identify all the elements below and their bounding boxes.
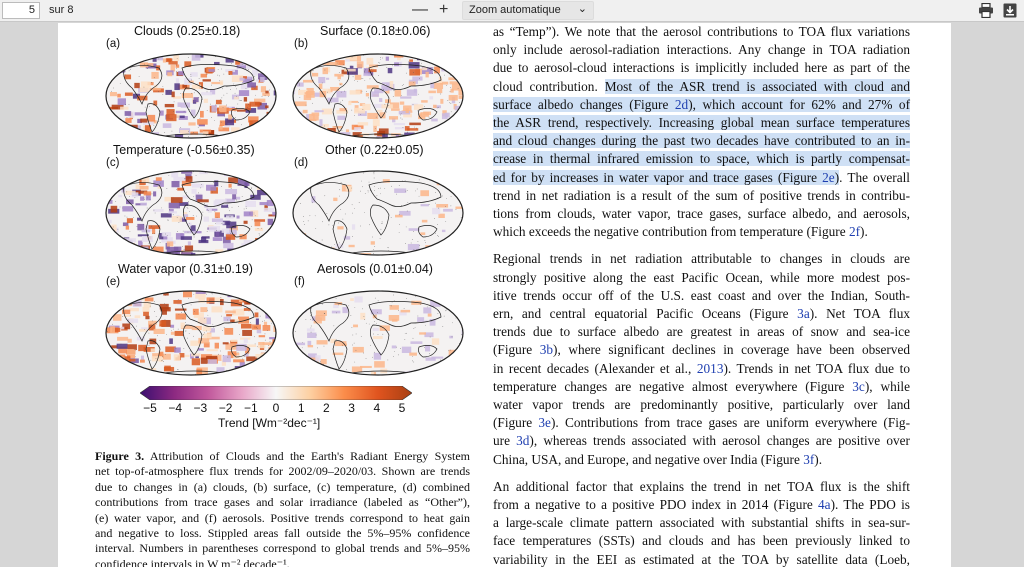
text-run: which exceeds the negative contribution from temperature (Figure bbox=[493, 224, 849, 240]
caption-line: confidence intervals in W m⁻² decade⁻¹. bbox=[95, 556, 290, 567]
text-run: ), where significant declines in coverage have been observed bbox=[553, 342, 911, 358]
colorbar bbox=[140, 386, 412, 400]
text-run: ). Net TOA flux bbox=[809, 306, 910, 322]
paragraph bbox=[493, 250, 910, 468]
colorbar-label: Trend [Wm⁻²dec⁻¹] bbox=[218, 416, 321, 430]
text-line bbox=[493, 132, 910, 150]
highlighted-text: crease in thermal infrared emission to space, which is partly compensat- bbox=[493, 151, 910, 167]
highlighted-text: the ASR trend, respectively. Increasing global mean surface temperatures bbox=[493, 115, 910, 131]
text-line bbox=[493, 360, 910, 378]
print-icon[interactable] bbox=[978, 3, 994, 18]
figure-caption bbox=[95, 449, 470, 567]
colorbar-tick: 0 bbox=[272, 401, 280, 415]
caption-label: Figure 3. bbox=[95, 449, 145, 463]
figure-reference-link[interactable]: 2f bbox=[848, 224, 861, 240]
caption-line: due to changes in (a) clouds, (b) surface, (c) temperature, (d) combined bbox=[95, 479, 470, 494]
text-run: ). Trends in net TOA flux due to bbox=[723, 360, 910, 376]
colorbar-tick: 2 bbox=[323, 401, 330, 415]
text-line bbox=[493, 378, 910, 396]
highlighted-text: ), which account for 62% and 27% of bbox=[688, 96, 910, 112]
map-surface bbox=[291, 52, 465, 140]
colorbar-tick: 3 bbox=[348, 401, 355, 415]
text-run: ), whereas trends associated with aerosol changes are positive over bbox=[529, 433, 910, 449]
map-temperature bbox=[104, 169, 278, 257]
text-line bbox=[493, 205, 910, 223]
figure-reference-link[interactable]: 3b bbox=[539, 342, 554, 358]
text-line bbox=[493, 451, 910, 469]
highlighted-text: Most of the ASR trend is associated with cloud and bbox=[604, 78, 910, 94]
highlighted-text: and cloud changes during the past two decades have contributed to an in- bbox=[493, 133, 910, 149]
text-line bbox=[493, 59, 910, 77]
panel-title-temperature: Temperature (-0.56±0.35) bbox=[113, 143, 255, 157]
panel-label-f: (f) bbox=[294, 276, 305, 288]
text-line bbox=[493, 514, 910, 532]
text-run: a large-scale climate pattern associated with substantial shifts in sea-sur- bbox=[493, 515, 910, 531]
panel-label-a: (a) bbox=[106, 38, 121, 50]
highlighted-text: ed for by increases in water vapor and trace gases (Figure bbox=[493, 169, 823, 185]
figure-reference-link[interactable]: 3d bbox=[516, 433, 530, 449]
text-run: China, USA, and Europe, and negative over India (Figure bbox=[493, 451, 804, 467]
text-run: in recent decades (Alexander et al., bbox=[493, 360, 697, 376]
text-run: trend in net radiation is a result of the sum of positive trends in contribu- bbox=[493, 187, 910, 203]
download-icon[interactable] bbox=[1003, 3, 1017, 18]
text-run: ). bbox=[814, 451, 823, 467]
text-run: water vapor trends are predominantly positive, particularly over land bbox=[493, 397, 910, 413]
colorbar-tick: −1 bbox=[243, 401, 258, 415]
text-run: ). bbox=[860, 224, 868, 240]
caption-line: Figure 3. Attribution of Clouds and the Earth's Radiant Energy System bbox=[95, 449, 470, 463]
panel-label-e: (e) bbox=[106, 276, 121, 288]
panel-title-clouds: Clouds (0.25±0.18) bbox=[134, 24, 241, 38]
text-run: trends due to surface albedo are greatest in areas of snow and sea-ice bbox=[493, 324, 910, 340]
highlighted-text: surface albedo changes (Figure bbox=[493, 96, 675, 112]
text-run: Regional trends in net radiation attributable to changes in clouds are bbox=[493, 251, 910, 267]
text-run: due to aerosol-cloud interactions is implicitly included here as part of the bbox=[493, 60, 910, 76]
text-run: cloud contribution. bbox=[493, 78, 605, 94]
text-line bbox=[493, 150, 910, 168]
figure-reference-link[interactable]: 3f bbox=[803, 451, 815, 467]
caption-line: interval. Numbers in parentheses correspond to global trends and 5%–95% bbox=[95, 541, 470, 556]
colorbar-ticks bbox=[140, 401, 410, 417]
text-line bbox=[493, 41, 910, 59]
text-line bbox=[493, 341, 910, 359]
text-run: ). The PDO is bbox=[830, 497, 910, 513]
text-line bbox=[493, 187, 910, 205]
colorbar-tick: −3 bbox=[193, 401, 208, 415]
colorbar-tick: 5 bbox=[398, 401, 406, 415]
figure-reference-link[interactable]: 2013 bbox=[696, 360, 724, 376]
body-text-column bbox=[493, 23, 910, 567]
colorbar-tick: −4 bbox=[168, 401, 183, 415]
text-line bbox=[493, 496, 910, 514]
panel-title-surface: Surface (0.18±0.06) bbox=[320, 24, 431, 38]
text-line bbox=[493, 414, 910, 432]
figure-reference-link[interactable]: 2e bbox=[822, 169, 835, 185]
text-run: An additional factor that explains the trend in net TOA flux is the shift bbox=[493, 478, 910, 494]
panel-title-aerosols: Aerosols (0.01±0.04) bbox=[317, 262, 433, 276]
text-line bbox=[493, 78, 910, 96]
text-line bbox=[493, 287, 910, 305]
colorbar-tick: 1 bbox=[297, 401, 305, 415]
text-line bbox=[493, 305, 910, 323]
text-run: variability in the EEI as estimated at the TOA by satellite data (Loeb, bbox=[493, 551, 910, 567]
text-run: face temperatures (SSTs) and clouds and has been previously linked to bbox=[493, 533, 910, 549]
text-run: ure bbox=[493, 433, 517, 449]
text-run: tions from clouds, water vapor, trace gases, surface albedo, and aerosols, bbox=[493, 206, 910, 222]
zoom-out-button[interactable]: — bbox=[412, 1, 428, 18]
text-run: . The overall bbox=[839, 169, 911, 185]
figure-reference-link[interactable]: 2d bbox=[674, 96, 689, 112]
colorbar-tick: −2 bbox=[218, 401, 233, 415]
text-run: (Figure bbox=[493, 415, 539, 431]
text-line bbox=[493, 250, 910, 268]
page-count-label: sur 8 bbox=[49, 4, 74, 16]
panel-title-water-vapor: Water vapor (0.31±0.19) bbox=[118, 262, 253, 276]
text-run: ), while bbox=[864, 378, 911, 394]
colorbar-tick: −5 bbox=[143, 401, 157, 415]
zoom-in-button[interactable]: + bbox=[439, 1, 449, 18]
caption-line: net top-of-atmosphere flux trends for 2002/09–2020/03. Shown are trends bbox=[95, 464, 470, 479]
text-run: itive trends occur off of the U.S. east coast and over the Indian, South- bbox=[493, 287, 910, 303]
zoom-select[interactable] bbox=[462, 1, 594, 20]
caption-line: and negative to loss. Stippled areas fall outside the 5%–95% confidence bbox=[95, 526, 470, 541]
text-line bbox=[493, 551, 910, 567]
panel-label-b: (b) bbox=[294, 38, 309, 50]
figure-reference-link[interactable]: 3e bbox=[538, 415, 551, 431]
text-line bbox=[493, 169, 910, 187]
text-run: temperature changes are negative almost everywhere (Figure bbox=[493, 378, 853, 394]
chevron-down-icon: ⌄ bbox=[577, 3, 587, 15]
text-run: strongly positive along the east Pacific Ocean, while more modest pos- bbox=[493, 269, 910, 285]
text-line bbox=[493, 478, 910, 496]
text-line bbox=[493, 432, 910, 450]
text-run: only include aerosol-radiation interactions. Any change in TOA radiation bbox=[493, 42, 910, 58]
highlighted-text: ) bbox=[834, 169, 840, 185]
zoom-select-value: Zoom automatique bbox=[469, 4, 561, 16]
map-aerosols bbox=[291, 289, 465, 377]
map-other bbox=[291, 169, 465, 257]
text-line bbox=[493, 532, 910, 550]
text-line bbox=[493, 96, 910, 114]
panel-label-d: (d) bbox=[294, 157, 309, 169]
text-line bbox=[493, 269, 910, 287]
panel-label-c: (c) bbox=[106, 157, 120, 169]
pdf-toolbar bbox=[0, 0, 1024, 22]
text-line bbox=[493, 23, 910, 41]
paragraph bbox=[493, 23, 910, 241]
text-line bbox=[493, 223, 910, 241]
text-run: from a negative to a positive PDO index in 2014 (Figure bbox=[493, 497, 819, 513]
paragraph bbox=[493, 478, 910, 567]
text-run: ). Contributions from trace gases are uniform everywhere (Fig- bbox=[550, 415, 911, 431]
caption-line: contributions from trace gases and solar irradiance (labeled as “Other”), bbox=[95, 495, 470, 510]
map-water-vapor bbox=[104, 289, 278, 377]
figure-reference-link[interactable]: 4a bbox=[818, 497, 831, 513]
text-run: (Figure bbox=[493, 342, 540, 358]
text-line bbox=[493, 114, 910, 132]
text-run: as “Temp”). We note that the aerosol contributions to TOA flux variations bbox=[493, 24, 910, 39]
pdf-page bbox=[58, 23, 951, 567]
panel-title-other: Other (0.22±0.05) bbox=[325, 143, 424, 157]
caption-line: (e) water vapor, and (f) aerosols. Positive trends correspond to heat gain bbox=[95, 510, 470, 525]
page-number-input[interactable]: 5 bbox=[2, 2, 40, 19]
text-line bbox=[493, 396, 910, 414]
text-run: ern, and central equatorial Pacific Oceans (Figure bbox=[493, 306, 798, 322]
figure-reference-link[interactable]: 3a bbox=[797, 306, 810, 322]
colorbar-tick: 4 bbox=[373, 401, 381, 415]
map-clouds bbox=[104, 52, 278, 140]
figure-reference-link[interactable]: 3c bbox=[852, 378, 865, 394]
text-line bbox=[493, 323, 910, 341]
